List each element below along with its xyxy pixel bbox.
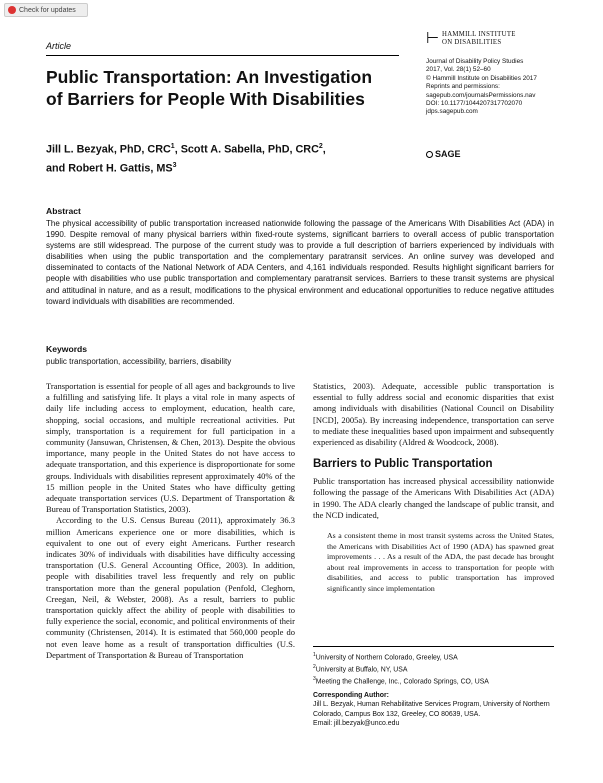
publisher-logo: [426, 31, 516, 47]
permissions-link[interactable]: sagepub.com/journalsPermissions.nav: [426, 91, 536, 99]
section-heading: Barriers to Public Transportation: [313, 458, 493, 471]
corresponding-author-heading: Corresponding Author:: [313, 691, 389, 699]
corresponding-author-text: Jill L. Bezyak, Human Rehabilitative Services Program, University of Northern Colorado, Campus Box 132, Greeley, CO 80639, USA.: [313, 701, 550, 718]
title-line-2: of Barriers for People With Disabilities: [46, 89, 365, 109]
journal-url[interactable]: jdps.sagepub.com: [426, 108, 478, 116]
author-3-affil: 3: [172, 161, 177, 169]
header-divider: [46, 55, 399, 56]
affiliation-3: [313, 675, 554, 687]
affil-marker: 2: [313, 663, 316, 670]
publisher-line-2: ON DISABILITIES: [442, 39, 502, 46]
sage-wordmark: SAGE: [435, 149, 461, 159]
journal-name: Journal of Disability Policy Studies: [426, 58, 524, 65]
affiliation-text: University of Northern Colorado, Greeley, USA: [315, 654, 458, 662]
author-1-affil: 1: [170, 143, 175, 150]
journal-info: [426, 58, 537, 117]
author-2: Scott A. Sabella, PhD, CRC: [180, 143, 319, 156]
title-line-1: Public Transportation: An Investigation: [46, 67, 373, 87]
affiliation-2: [313, 663, 554, 675]
affil-marker: 1: [313, 652, 316, 658]
sage-logo: [426, 149, 461, 159]
affiliation-text: Meeting the Challenge, Inc., Colorado Springs, CO, USA: [315, 678, 489, 686]
article-title: [46, 66, 406, 110]
keywords-text: public transportation, accessibility, barriers, disability: [46, 357, 232, 366]
sage-circle-icon: [426, 151, 433, 158]
body-paragraph: According to the U.S. Census Bureau (2011), approximately 36.3 million Americans experience one or more disabilities, which is equivalent to one out of every eight Americans. Further research indicates 30% of individuals with disabilities have difficulty accessing transportation (U.S. General Accounting Office, 2003). In addition, people with disabilities travel less frequently and rely on public transportation more than the general population (Penfold, Cleghorn, Creegan, Neil, & Webster, 2008). As a result, barriers to public transportation quickly affect the ability of people with disabilities to fully experience the social, economic, and political environments of their community (Christensen, 2014). It is estimated that 560,000 people do not even leave home as a result of transportation difficulties (U.S. Department of Transportation & Bureau of Transportation: [46, 515, 295, 660]
body-paragraph: Public transportation has increased physical accessibility nationwide following the passage of the Americans With Disabilities Act (ADA) in 1990. The ADA clearly changed the landscape of public transit, and the NCD indicated,: [313, 476, 554, 520]
article-type-label: Article: [46, 41, 72, 51]
footnotes: [313, 646, 554, 729]
body-column-left: [46, 381, 295, 661]
reprints-label: Reprints and permissions:: [426, 83, 500, 91]
author-1: Jill L. Bezyak, PhD, CRC: [46, 143, 171, 156]
author-3: and Robert H. Gattis, MS: [46, 162, 173, 175]
doi[interactable]: DOI: 10.1177/1044207317702070: [426, 100, 523, 108]
block-quote: As a consistent theme in most transit systems across the United States, the Americans with Disabilities Act of 1990 (ADA) has spawned great improvements . . . As a result of the ADA, the past decade has brought about real improvements in access to transportation for people with disabilities, and access to public transportation has improved significantly since implementation: [327, 531, 554, 593]
journal-volume: 2017, Vol. 28(1) 52–60: [426, 66, 491, 74]
corresponding-email[interactable]: Email: jill.bezyak@unco.edu: [313, 720, 400, 728]
body-column-right: [313, 381, 554, 595]
check-updates-icon: [8, 6, 16, 14]
author-2-affil: 2: [318, 143, 323, 150]
keywords-section: [46, 344, 554, 367]
check-for-updates-badge[interactable]: [4, 3, 88, 17]
journal-copyright: © Hammill Institute on Disabilities 2017: [426, 74, 537, 82]
publisher-line-1: HAMMILL INSTITUTE: [442, 31, 516, 38]
body-paragraph: Statistics, 2003). Adequate, accessible public transportation is essential to fully address social and economic disparities that exist among individuals with disabilities (National Council on Disability [NCD], 2005a). By increasing independence, transportation can serve to mediate these inequalities based upon impairment and subsequently experienced as disability (Aldred & Woodcock, 2008).: [313, 381, 554, 448]
body-paragraph: Transportation is essential for people of all ages and backgrounds to live a fulfilling and satisfying life. It plays a vital role in many aspects of daily life including access to employment, education, health care, shopping, social occasions, and multiple recreational activities. Put simply, transportation is a requirement for full participation in a community (Jansuwan, Christensen, & Chen, 2013). Despite the obvious importance, many people in the United States do not have access to adequate transportation, and this experience is disproportionate for some groups. Individuals with disabilities represent approximately 40% of the 15 million people in the United States who have difficulty getting adequate transportation services (U.S. Department of Transportation & Bureau of Transportation Statistics, 2003).: [46, 381, 295, 515]
abstract-text: The physical accessibility of public transportation increased nationwide following the passage of the Americans With Disabilities Act (ADA) in 1990. Despite removal of many physical barriers within fixed-route systems, significant barriers to overall access of public transportation systems are still widespread. The purpose of the current study was to provide a full description of barriers experienced by individuals with disabilities when using the public transportation and the complementary paratransit services. An online survey was developed and disseminated to contacts of the National Network of ADA Centers, and 4,161 individuals responded. Results highlight significant barriers for people with disabilities who use public transportation and complementary paratransit services. Barriers to these transit systems are physical and attitudinal in nature, and as a result, modifications to the physical environment and educational opportunities to reduce negative attitudes toward individuals with disabilities are recommended.: [46, 219, 554, 306]
affiliation-1: [313, 651, 554, 663]
abstract-section: [46, 206, 554, 307]
affil-marker: 3: [313, 675, 316, 682]
affiliation-text: University at Buffalo, NY, USA: [315, 666, 408, 674]
hammill-logo-icon: ⊢: [426, 30, 440, 47]
keywords-heading: Keywords: [46, 344, 88, 354]
author-list: Jill L. Bezyak, PhD, CRC$^1$, Scott A. Sabella, PhD, CRC$^2$, and Robert H. Gattis, $MS^3$: [46, 143, 326, 175]
check-updates-label: Check for updates: [19, 6, 76, 14]
abstract-heading: Abstract: [46, 206, 81, 216]
